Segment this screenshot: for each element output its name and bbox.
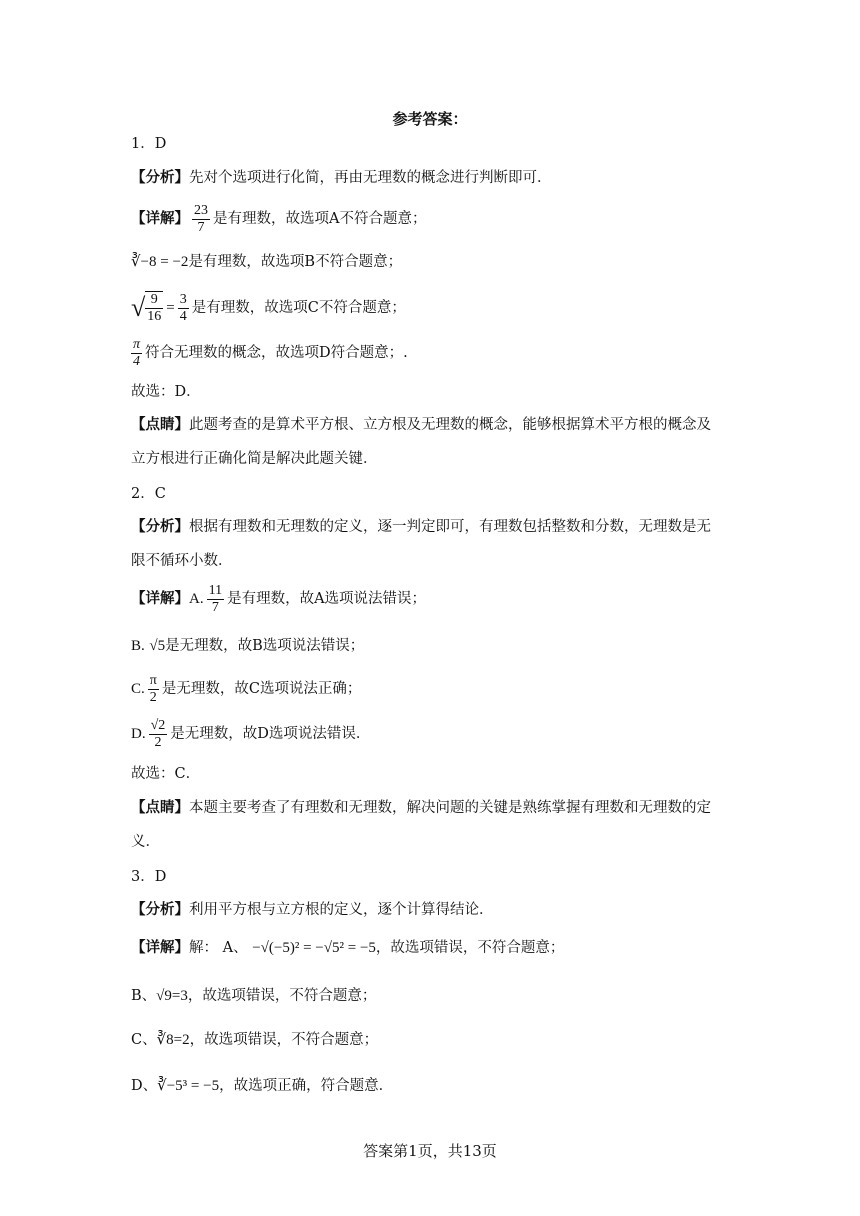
- equals-sign: =: [166, 300, 175, 316]
- q1-comment: [131, 415, 731, 435]
- q3-detail-b: B、√9=3，故选项错误，不符合题意；: [131, 988, 377, 1004]
- detail-text: ，故选项正确，符合题意．: [219, 1078, 394, 1094]
- detail-text: 是无理数，故C选项说法正确；: [161, 681, 362, 697]
- page-footer: 答案第1页，共13页: [363, 1142, 497, 1160]
- q1-detail-b: [131, 252, 731, 272]
- q1-choose: 故选：D．: [131, 384, 201, 400]
- q2-choose: 故选：C．: [131, 766, 201, 782]
- q1-detail-d: [131, 336, 731, 370]
- detail-text: ，故选项错误，不符合题意；: [187, 988, 377, 1004]
- detail-text: 符合无理数的概念，故选项D符合题意；.: [145, 345, 408, 361]
- q3-detail-a: 【详解】解： A、 −√(−5)² = −√5² = −5，故选项错误，不符合题意；: [131, 940, 565, 956]
- detail-tag: 【详解】: [131, 940, 189, 956]
- q2-detail-c: C. $\frac{\pi}{2}$ 是无理数，故C选项说法正确；: [131, 672, 362, 705]
- math-expression: −√(−5)² = −√5² = −5: [252, 940, 376, 956]
- detail-text: 是无理数，故D选项说法错误．: [170, 726, 371, 742]
- q3-analysis: [131, 900, 731, 920]
- q3-answer-label: 3．D: [131, 869, 167, 885]
- page-title: 参考答案：: [392, 110, 468, 128]
- detail-text: 是有理数，故选项B不符合题意；: [188, 254, 403, 270]
- math-expression: √9=3: [156, 988, 188, 1004]
- comment-text: 本题主要考查了有理数和无理数，解决问题的关键是熟练掌握有理数和无理数的定: [189, 800, 711, 816]
- q2-comment-cont: 义．: [131, 834, 160, 850]
- analysis-tag: 【分析】: [131, 170, 189, 186]
- analysis-text: 利用平方根与立方根的定义，逐个计算得结论．: [189, 902, 494, 918]
- comment-tag: 【点睛】: [131, 800, 189, 816]
- q2-analysis: [131, 517, 731, 537]
- fraction: $\frac{9}{16}$: [147, 292, 162, 324]
- fraction: $\frac{3}{4}$: [179, 291, 187, 324]
- sqrt-sign: √: [131, 293, 146, 322]
- detail-tag: 【详解】: [131, 591, 189, 607]
- detail-text: ，故选项错误，不符合题意；: [375, 940, 565, 956]
- analysis-text: 先对个选项进行化简，再由无理数的概念进行判断即可．: [189, 170, 552, 186]
- q1-detail-c: [131, 290, 731, 326]
- math-expression: ∛−8 = −2: [131, 254, 189, 270]
- q2-answer-label: 2．C: [131, 486, 166, 502]
- q2-detail-a: 【详解】A. $\frac{11}{7}$ 是有理数，故A选项说法错误；: [131, 582, 427, 615]
- detail-text: 是无理数，故B选项说法错误；: [165, 638, 365, 654]
- comment-text: 此题考查的是算术平方根、立方根及无理数的概念，能够根据算术平方根的概念及: [189, 417, 711, 433]
- q2-comment: [131, 798, 731, 818]
- q3-detail-c: C、∛8=2，故选项错误，不符合题意；: [131, 1032, 379, 1048]
- math-expression: ∛8=2: [156, 1032, 190, 1048]
- q1-analysis: [131, 168, 731, 188]
- detail-text: 是有理数，故A选项说法错误；: [227, 591, 427, 607]
- q1-answer-label: 1．D: [131, 136, 167, 152]
- q2-analysis-cont: 限不循环小数．: [131, 553, 233, 569]
- q2-detail-b: B. √5是无理数，故B选项说法错误；: [131, 638, 365, 654]
- fraction: $\frac{11}{7}$: [208, 582, 223, 615]
- analysis-tag: 【分析】: [131, 519, 189, 535]
- detail-text: 是有理数，故选项A不符合题意；: [213, 211, 427, 227]
- detail-text: ，故选项错误，不符合题意；: [189, 1032, 379, 1048]
- analysis-tag: 【分析】: [131, 902, 189, 918]
- q1-detail-a: [131, 202, 731, 236]
- q2-detail-d: D. $\frac{√2}{2}$ 是无理数，故D选项说法错误．: [131, 717, 371, 750]
- math-expression: √5: [149, 638, 166, 654]
- comment-tag: 【点睛】: [131, 417, 189, 433]
- fraction: $\frac{23}{7}$: [194, 202, 208, 235]
- fraction: $\frac{\pi}{2}$: [149, 672, 157, 705]
- detail-text: 是有理数，故选项C不符合题意；: [191, 300, 406, 316]
- q3-detail-d: D、∛−5³ = −5，故选项正确，符合题意．: [131, 1078, 394, 1094]
- analysis-text: 根据有理数和无理数的定义，逐一判定即可，有理数包括整数和分数，无理数是无: [189, 519, 711, 535]
- q1-comment-cont: 立方根进行正确化简是解决此题关键．: [131, 451, 378, 467]
- fraction: $\frac{√2}{2}$: [150, 717, 166, 750]
- math-expression: ∛−5³ = −5: [157, 1078, 220, 1094]
- detail-tag: 【详解】: [131, 211, 189, 227]
- fraction: $\frac{\pi}{4}$: [133, 336, 141, 369]
